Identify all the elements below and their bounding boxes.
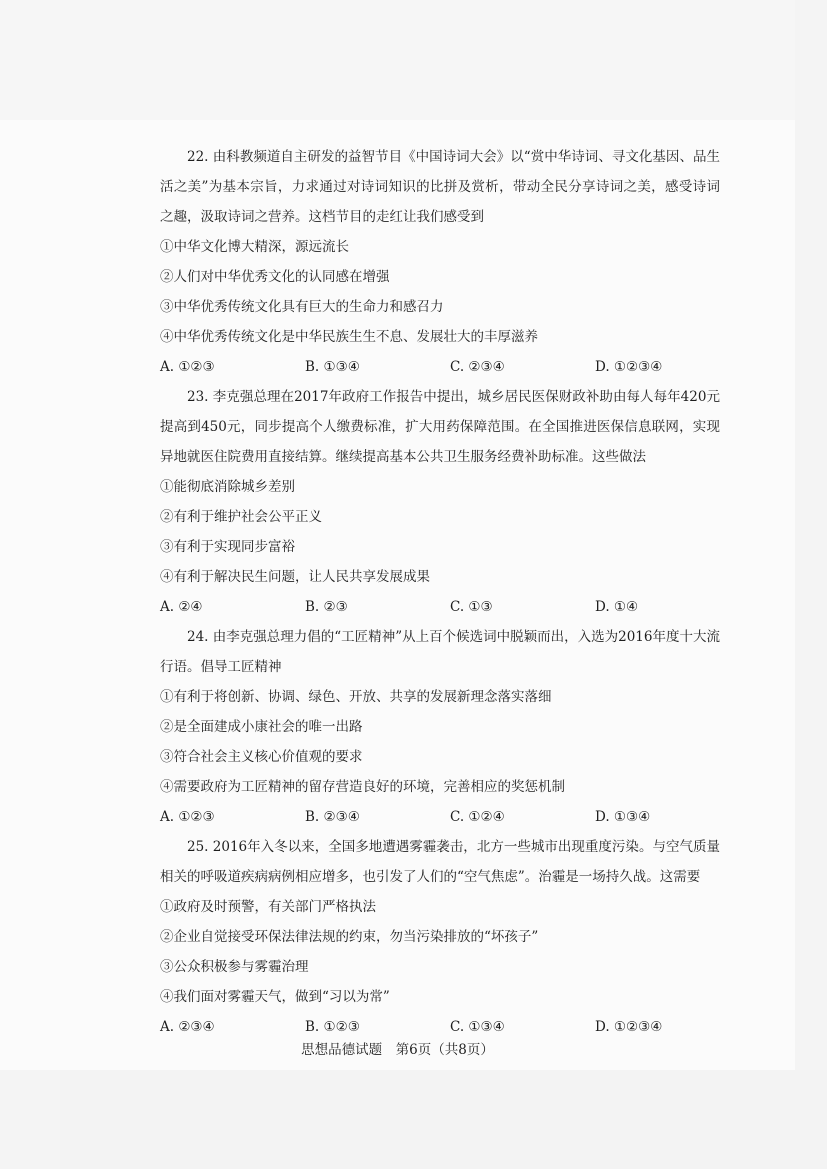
- question-stem: 25. 2016年入冬以来，全国多地遭遇雾霾袭击，北方一些城市出现重度污染。与空气质量相关的呼吸道疾病病例相应增多，也引发了人们的“空气焦虑”。治霾是一场持久战。这需要: [160, 839, 720, 885]
- answer-choice-d: D. ①④: [595, 599, 639, 615]
- option: ③有利于实现同步富裕: [160, 539, 295, 555]
- question-list: [160, 142, 720, 1042]
- option: ①能彻底消除城乡差别: [160, 479, 295, 495]
- answer-choice-b: B. ①②③: [305, 1019, 360, 1035]
- answer-choice-d: D. ①③④: [595, 809, 651, 825]
- answer-choices: [160, 592, 720, 622]
- answer-choice-d: D. ①②③④: [595, 1019, 663, 1035]
- answer-choice-c: C. ①③④: [450, 1019, 505, 1035]
- option: ①中华文化博大精深，源远流长: [160, 239, 349, 255]
- option: ②是全面建成小康社会的唯一出路: [160, 719, 363, 735]
- answer-choice-c: C. ①②④: [450, 809, 505, 825]
- answer-choices: [160, 1012, 720, 1042]
- answer-choices: [160, 352, 720, 382]
- answer-choice-c: C. ②③④: [450, 359, 505, 375]
- page-footer: 思想品德试题 第6页（共8页）: [301, 1042, 494, 1058]
- answer-choice-a: A. ②④: [160, 599, 203, 615]
- answer-choice-a: A. ①②③: [160, 809, 215, 825]
- question-stem: 22. 由科教频道自主研发的益智节目《中国诗词大会》以“赏中华诗词、寻文化基因、品生活之美”为基本宗旨，力求通过对诗词知识的比拼及赏析，带动全民分享诗词之美，感受诗词之趣，汲取诗词之营养。这档节目的走红让我们感受到: [160, 149, 720, 225]
- option: ③公众积极参与雾霾治理: [160, 959, 309, 975]
- scan-bottom-margin: [60, 1070, 827, 1169]
- option: ④中华优秀传统文化是中华民族生生不息、发展壮大的丰厚滋养: [160, 329, 538, 345]
- option: ①有利于将创新、协调、绿色、开放、共享的发展新理念落实落细: [160, 689, 552, 705]
- answer-choice-b: B. ②③: [305, 599, 348, 615]
- answer-choice-b: B. ①③④: [305, 359, 360, 375]
- question-23: [160, 382, 720, 622]
- question-24: [160, 622, 720, 832]
- option: ②企业自觉接受环保法律法规的约束，勿当污染排放的“坏孩子”: [160, 929, 539, 945]
- question-stem: 24. 由李克强总理力倡的“工匠精神”从上百个候选词中脱颖而出，入选为2016年度十大流行语。倡导工匠精神: [160, 629, 720, 675]
- option: ②有利于维护社会公平正义: [160, 509, 322, 525]
- option: ①政府及时预警，有关部门严格执法: [160, 899, 376, 915]
- scan-top-margin: [0, 0, 795, 120]
- answer-choice-a: A. ②③④: [160, 1019, 215, 1035]
- question-22: [160, 142, 720, 382]
- question-25: [160, 832, 720, 1042]
- option: ④我们面对雾霾天气，做到“习以为常”: [160, 989, 390, 1005]
- option: ③中华优秀传统文化具有巨大的生命力和感召力: [160, 299, 444, 315]
- option: ④有利于解决民生问题，让人民共享发展成果: [160, 569, 430, 585]
- answer-choice-d: D. ①②③④: [595, 359, 663, 375]
- answer-choice-a: A. ①②③: [160, 359, 215, 375]
- option: ③符合社会主义核心价值观的要求: [160, 749, 363, 765]
- answer-choice-c: C. ①③: [450, 599, 493, 615]
- question-stem: 23. 李克强总理在2017年政府工作报告中提出，城乡居民医保财政补助由每人每年420元提高到450元，同步提高个人缴费标准，扩大用药保障范围。在全国推进医保信息联网，实现异地就医住院费用直接结算。继续提高基本公共卫生服务经费补助标准。这些做法: [160, 389, 720, 465]
- option: ④需要政府为工匠精神的留存营造良好的环境，完善相应的奖惩机制: [160, 779, 565, 795]
- option: ②人们对中华优秀文化的认同感在增强: [160, 269, 390, 285]
- answer-choice-b: B. ②③④: [305, 809, 360, 825]
- answer-choices: [160, 802, 720, 832]
